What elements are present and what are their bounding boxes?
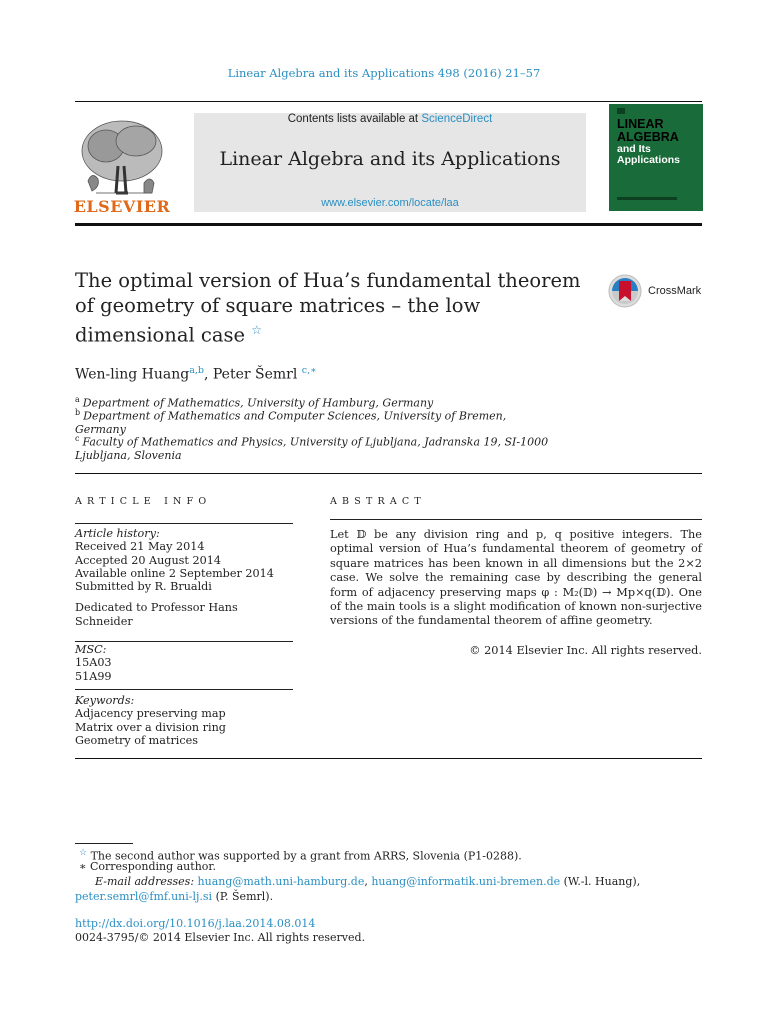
article-info-rule — [75, 523, 293, 524]
journal-title: Linear Algebra and its Applications — [219, 148, 561, 170]
cover-title — [617, 118, 680, 166]
affiliation-c — [75, 432, 565, 462]
elsevier-wordmark: ELSEVIER — [73, 197, 171, 216]
cover-line-4: Applications — [617, 154, 681, 166]
contents-availability — [194, 113, 586, 125]
cover-line-2: ALGEBRA — [617, 130, 679, 144]
msc-code: 51A99 — [75, 669, 112, 683]
msc-rule — [75, 641, 293, 642]
crossmark-label[interactable]: CrossMark — [648, 285, 702, 297]
abstract-heading: ABSTRACT — [330, 496, 426, 507]
article-title — [75, 268, 595, 348]
footnote-emails-cont — [75, 890, 273, 904]
article-title-text: The optimal version of Hua’s fundamental theorem of geometry of square matrices – the low dimensional case — [75, 269, 581, 347]
email-link-semrl[interactable]: peter.semrl@fmf.uni-lj.si — [75, 890, 213, 903]
affiliation-label: c — [75, 434, 80, 443]
footnote-corr-text: Corresponding author. — [89, 860, 216, 873]
cover-line-3: and Its — [617, 143, 651, 155]
header-bottom-rule — [75, 223, 702, 226]
email-owner-semrl: (P. Šemrl). — [215, 890, 274, 903]
keyword: Matrix over a division ring — [75, 720, 226, 734]
email-label: E-mail addresses: — [95, 875, 195, 888]
abstract-rule — [330, 519, 702, 520]
article-history-label: Article history: — [75, 527, 160, 540]
sciencedirect-link[interactable]: ScienceDirect — [421, 113, 493, 125]
author-huang: Wen-ling Huang — [75, 366, 190, 383]
keywords-rule — [75, 689, 293, 690]
section-rule-bottom — [75, 758, 702, 759]
msc-label: MSC: — [75, 643, 107, 656]
affiliation-text: Faculty of Mathematics and Physics, University of Ljubljana, Jadranska 19, SI-1000 Ljubljana, Slovenia — [75, 435, 549, 462]
footnote-star-mark: ☆ — [79, 848, 88, 858]
footnote-funding-text: The second author was supported by a grant from ARRS, Slovenia (P1-0288). — [90, 849, 522, 863]
author-list — [75, 365, 317, 383]
issn-copyright: 0024-3795/© 2014 Elsevier Inc. All rights reserved. — [75, 931, 366, 944]
author-semrl-affil-link[interactable]: c,∗ — [301, 365, 317, 376]
email-comma: , — [364, 875, 368, 888]
footnote-separator — [75, 843, 133, 844]
footnote-corresponding — [79, 860, 216, 874]
msc-block — [75, 643, 112, 683]
journal-reference-link[interactable]: Linear Algebra and its Applications 498 (2016) 21–57 — [227, 66, 541, 80]
affiliation-label: a — [75, 395, 80, 404]
cover-bottom-bar — [617, 197, 677, 200]
history-submitted: Submitted by R. Brualdi — [75, 580, 212, 594]
history-received: Received 21 May 2014 — [75, 540, 205, 554]
email-link-huang-bremen[interactable]: huang@informatik.uni-bremen.de — [371, 875, 561, 888]
author-huang-affil-link[interactable]: a,b — [189, 365, 204, 376]
cover-line-1: LINEAR — [617, 117, 664, 131]
history-accepted: Accepted 20 August 2014 — [75, 553, 221, 567]
keyword: Adjacency preserving map — [75, 707, 226, 721]
header-top-rule — [75, 101, 702, 102]
email-link-huang-hamburg[interactable]: huang@math.uni-hamburg.de — [197, 875, 365, 888]
abstract-text: Let 𝔻 be any division ring and p, q positive integers. The optimal version of Hua’s fundamental theorem of geometry of square matrices has been known in all dimensions but the 2×2 case. We solve the remaining case by describing the general form of adjacency preserving maps φ : M₂(𝔻) → Mp×q(𝔻). One of the main tools is a slight modification of known non-surjective versions of the fundamental theorem of affine geometry. — [330, 528, 702, 628]
msc-code: 15A03 — [75, 656, 112, 670]
abstract-copyright: © 2014 Elsevier Inc. All rights reserved. — [469, 644, 702, 657]
section-rule-top — [75, 473, 702, 474]
footnote-corr-mark: ∗ — [79, 860, 87, 873]
history-online: Available online 2 September 2014 — [75, 566, 274, 580]
crossmark-icon[interactable] — [607, 273, 643, 309]
author-semrl: Peter Šemrl — [212, 366, 298, 383]
footnote-emails — [95, 875, 640, 889]
journal-url-link[interactable]: www.elsevier.com/locate/laa — [321, 197, 459, 209]
dedication: Dedicated to Professor Hans Schneider — [75, 601, 238, 628]
journal-header-box — [194, 113, 586, 212]
journal-cover-image — [609, 104, 703, 211]
article-info-heading: ARTICLE INFO — [75, 496, 212, 507]
affiliation-text: Department of Mathematics, University of Hamburg, Germany — [82, 396, 434, 410]
email-owner-huang: (W.-l. Huang), — [563, 875, 641, 888]
affiliation-label: b — [75, 408, 81, 417]
keyword: Geometry of matrices — [75, 733, 199, 747]
keywords-block — [75, 694, 226, 747]
doi-link[interactable]: http://dx.doi.org/10.1016/j.laa.2014.08.014 — [75, 917, 316, 930]
article-history — [75, 527, 293, 628]
title-footnote-star[interactable]: ☆ — [251, 323, 262, 337]
contents-prefix: Contents lists available at — [287, 113, 422, 125]
author-separator: , — [203, 366, 213, 383]
keywords-label: Keywords: — [75, 694, 135, 707]
cover-mini-logo — [617, 108, 625, 114]
affiliation-text: Department of Mathematics and Computer Sciences, University of Bremen, Germany — [75, 409, 507, 436]
